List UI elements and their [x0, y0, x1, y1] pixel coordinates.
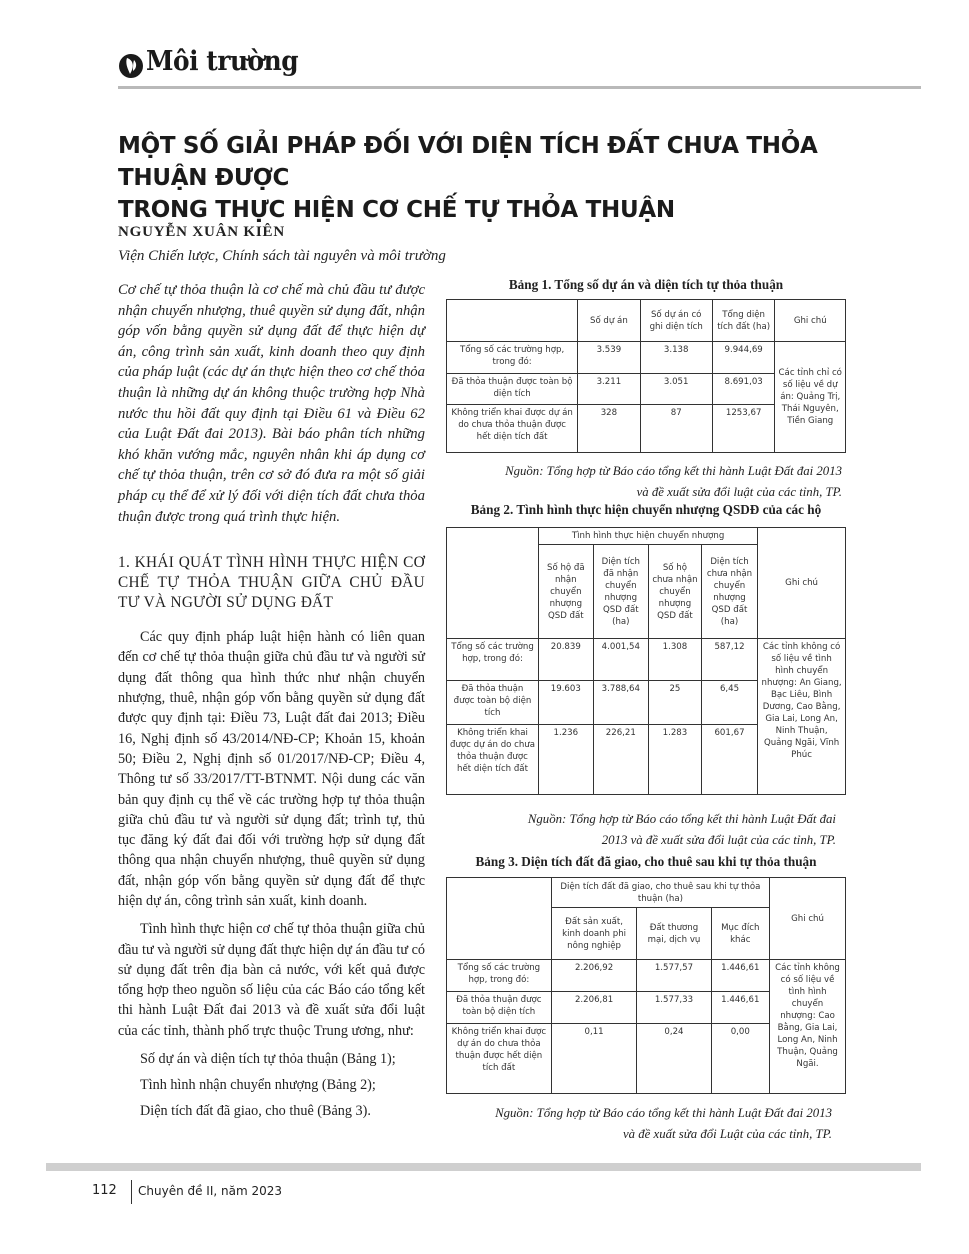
table-cell: 1.236	[539, 725, 594, 795]
table2-corner	[447, 528, 539, 639]
table2-source	[446, 809, 836, 851]
table-cell: 20.839	[539, 639, 594, 681]
table-cell: 0,00	[711, 1024, 770, 1094]
table-cell: 1.283	[649, 725, 702, 795]
table-cell: 2.206,81	[551, 992, 637, 1024]
source-line: 2013 và đề xuất sửa đổi luật của các tỉnh, TP.	[601, 833, 836, 847]
table3-header: Mục đích khác	[711, 908, 770, 960]
table2-header: Diện tích đã nhận chuyển nhượng QSD đất (ha)	[593, 545, 648, 639]
abstract: Cơ chế tự thỏa thuận là cơ chế mà chủ đầu tư được nhận chuyển nhượng, thuê quyền sử dụng đất, nhận góp vốn bằng quyền sử dụng đất để thực hiện dự án, công trình sản xuất, kinh doanh theo quy định của pháp luật (các dự án thực hiện theo cơ chế thỏa thuận là những dự án không thuộc trường hợp Nhà nước thu hồi đất quy định tại Điều 61 và Điều 62 của Luật Đất đai 2013). Bài báo phân tích những khó khăn vướng mắc, nguyên nhân khi áp dụng cơ chế tự thỏa thuận, trên cơ sở đó đưa ra một số giải pháp cụ thể để xử lý đối với diện tích đất chưa thỏa thuận được trong quá trình thực hiện.	[118, 282, 425, 525]
table1-note: Các tỉnh chỉ có số liệu về dự án: Quảng Trị, Thái Nguyên, Tiền Giang	[775, 342, 846, 453]
table2-note: Các tỉnh không có số liệu về tình hình chuyển nhượng: An Giang, Bạc Liêu, Bình Dương, Cao Bằng, Gia Lai, Long An, Ninh Thuận, Quảng Ngãi, Vĩnh Phúc	[758, 639, 846, 795]
table-cell: 1.446,61	[711, 992, 770, 1024]
row-label: Không triển khai được dự án do chưa thỏa thuận được hết diện tích đất	[447, 725, 539, 795]
table3-header: Ghi chú	[770, 878, 846, 960]
table-cell: 3.788,64	[593, 681, 648, 725]
table-cell: 19.603	[539, 681, 594, 725]
section-name: Môi trường	[146, 46, 299, 77]
table-cell: 6,45	[701, 681, 757, 725]
table3-corner	[447, 878, 552, 960]
table1-caption: Bảng 1. Tổng số dự án và diện tích tự thỏa thuận	[508, 277, 784, 292]
table1-source	[446, 461, 842, 503]
table-cell: 3.051	[640, 374, 712, 405]
table-cell: 8.691,03	[712, 374, 775, 405]
globe-leaf-icon	[118, 52, 144, 80]
table1-header: Số dự án	[578, 300, 640, 342]
row-label: Tổng số các trường hợp, trong đó:	[447, 639, 539, 681]
table1-header: Ghi chú	[775, 300, 846, 342]
table-cell: 3.211	[578, 374, 640, 405]
table3-group-header: Diện tích đất đã giao, cho thuê sau khi tự thỏa thuận (ha)	[551, 878, 769, 908]
table-cell: 587,12	[701, 639, 757, 681]
article-title-line1: MỘT SỐ GIẢI PHÁP ĐỐI VỚI DIỆN TÍCH ĐẤT CHƯA THỎA THUẬN ĐƯỢC	[118, 133, 818, 191]
table3-header: Đất thương mại, dịch vụ	[637, 908, 711, 960]
page-number: 112	[92, 1183, 117, 1198]
table-cell: 2.206,92	[551, 960, 637, 992]
table-cell: 25	[649, 681, 702, 725]
source-line: Nguồn: Tổng hợp từ Báo cáo tổng kết thi hành Luật Đất đai 2013	[505, 464, 842, 478]
table-cell: 1.308	[649, 639, 702, 681]
table-cell: 601,67	[701, 725, 757, 795]
article-title-line2: TRONG THỰC HIỆN CƠ CHẾ TỰ THỎA THUẬN	[118, 197, 675, 223]
header-divider	[118, 86, 921, 89]
table2	[446, 527, 846, 795]
table2-header: Số hộ đã nhận chuyển nhượng QSD đất	[539, 545, 594, 639]
table-cell: 87	[640, 405, 712, 453]
left-column	[118, 280, 425, 1127]
body-paragraph-2: Tình hình thực hiện cơ chế tự thỏa thuận giữa chủ đầu tư và người sử dụng đất thực hiện dự án đầu tư có sử dụng đất trên địa bàn cả nước, với kết quả được tổng hợp theo nguồn số liệu của các Báo cáo tổng kết thi hành Luật Đất đai 2013 và đề xuất sửa đổi luật của các tỉnh, thành phố trực thuộc Trung ương, như:	[118, 921, 425, 1039]
source-line: và đề xuất sửa đổi luật của các tỉnh, TP.	[636, 485, 842, 499]
row-label: Tổng số các trường hợp, trong đó:	[447, 960, 552, 992]
table-cell: 1.577,57	[637, 960, 711, 992]
table1-header: Tổng diện tích đất (ha)	[712, 300, 775, 342]
footer-divider	[131, 1180, 132, 1204]
article-title	[118, 130, 898, 226]
table-row	[447, 342, 846, 374]
table2-caption: Bảng 2. Tình hình thực hiện chuyển nhượng QSDĐ của các hộ	[470, 502, 822, 517]
row-label: Tổng số các trường hợp, trong đó:	[447, 342, 578, 374]
table2-header: Diện tích chưa nhận chuyển nhượng QSD đất (ha)	[701, 545, 757, 639]
row-label: Đã thỏa thuận được toàn bộ diện tích	[447, 681, 539, 725]
table-cell: 1.446,61	[711, 960, 770, 992]
list-item-3: Diện tích đất đã giao, cho thuê (Bảng 3).	[140, 1103, 371, 1120]
author-affiliation: Viện Chiến lược, Chính sách tài nguyên và môi trường	[118, 248, 446, 264]
row-label: Không triển khai được dự án do chưa thỏa thuận được hết diện tích đất	[447, 1024, 552, 1094]
table3-header: Đất sản xuất, kinh doanh phi nông nghiệp	[551, 908, 637, 960]
list-item-2: Tình hình nhận chuyển nhượng (Bảng 2);	[140, 1077, 376, 1094]
table2-group-header: Tình hình thực hiện chuyển nhượng	[539, 528, 758, 545]
table-cell: 9.944,69	[712, 342, 775, 374]
issue-label: Chuyên đề II, năm 2023	[138, 1184, 283, 1198]
table3-source	[446, 1103, 832, 1145]
table1-corner	[447, 300, 578, 342]
table3-note: Các tỉnh không có số liệu về tình hình chuyển nhượng: Cao Bằng, Gia Lai, Long An, Ninh Thuận, Quảng Ngãi.	[770, 960, 846, 1094]
table-cell: 3.138	[640, 342, 712, 374]
table2-header: Ghi chú	[758, 528, 846, 639]
table3	[446, 877, 846, 1094]
table-cell: 3.539	[578, 342, 640, 374]
table2-header: Số hộ chưa nhận chuyển nhượng QSD đất	[649, 545, 702, 639]
table1	[446, 299, 846, 453]
table-cell: 0,11	[551, 1024, 637, 1094]
table-cell: 0,24	[637, 1024, 711, 1094]
table-cell: 1.577,33	[637, 992, 711, 1024]
section-heading: 1. KHÁI QUÁT TÌNH HÌNH THỰC HIỆN CƠ CHẾ TỰ THỎA THUẬN GIỮA CHỦ ĐẦU TƯ VÀ NGƯỜI SỬ DỤNG ĐẤT	[118, 554, 425, 612]
source-line: Nguồn: Tổng hợp từ Báo cáo tổng kết thi hành Luật Đất đai 2013	[495, 1106, 832, 1120]
table-cell: 1253,67	[712, 405, 775, 453]
table3-caption: Bảng 3. Diện tích đất đã giao, cho thuê sau khi tự thỏa thuận	[475, 854, 817, 869]
body-paragraph-1: Các quy định pháp luật hiện hành có liên quan đến cơ chế tự thỏa thuận giữa chủ đầu tư và người sử dụng đất thông qua hình thức như nhận chuyển nhượng, thuê, nhận góp vốn bằng quyền sử dụng đất được quy định tại: Điều 73, Luật đất đai 2013; Điều 16, Nghị định số 43/2014/NĐ-CP; Khoản 15, khoản 50; Điều 2, Nghị định số 01/2017/NĐ-CP; Điều 4, Thông tư số 33/2017/TT-BTNMT. Nội dung các văn bản quy định cụ thể về các trường hợp tự thỏa thuận giữa chủ đầu tư và người sử dụng đất; trình tự, thủ tục đăng ký đất đai đối với trường hợp sử dụng đất thông qua nhận chuyển nhượng, thuê quyền sử dụng đất, nhận góp vốn bằng quyền sử dụng đất để thực hiện dự án, công trình sản xuất, kinh doanh.	[118, 629, 425, 909]
footer-bar	[46, 1163, 921, 1171]
author-name: NGUYỄN XUÂN KIÊN	[118, 224, 285, 240]
list-item-1: Số dự án và diện tích tự thỏa thuận (Bảng 1);	[140, 1051, 396, 1068]
table-cell: 328	[578, 405, 640, 453]
table1-header: Số dự án có ghi diện tích	[640, 300, 712, 342]
row-label: Đã thỏa thuận được toàn bộ diện tích	[447, 992, 552, 1024]
row-label: Đã thỏa thuận được toàn bộ diện tích	[447, 374, 578, 405]
source-line: và đề xuất sửa đổi Luật của các tỉnh, TP.	[623, 1127, 832, 1141]
table-row	[447, 960, 846, 992]
table-cell: 226,21	[593, 725, 648, 795]
table-cell: 4.001,54	[593, 639, 648, 681]
source-line: Nguồn: Tổng hợp từ Báo cáo tổng kết thi hành Luật Đất đai	[527, 812, 836, 826]
table-row	[447, 639, 846, 681]
row-label: Không triển khai được dự án do chưa thỏa thuận được hết diện tích đất	[447, 405, 578, 453]
